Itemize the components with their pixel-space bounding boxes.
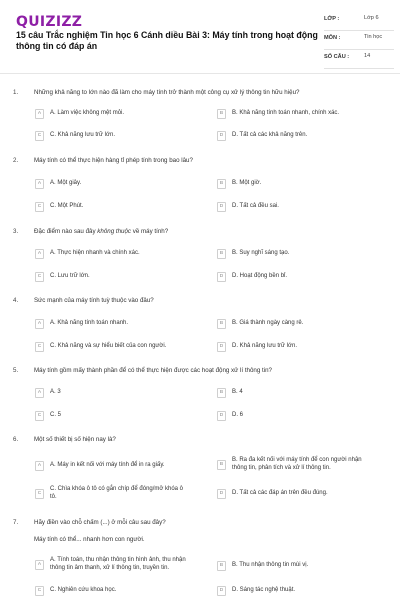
option-d[interactable] <box>217 272 287 282</box>
option-key-box: B <box>217 249 226 259</box>
option-a[interactable] <box>35 557 190 572</box>
question-text: Những khả năng to lớn nào đã làm cho máy tính trở thành một công cụ xử lý thông tin hữu hiệu? <box>34 89 300 96</box>
question-text-part: về máy tính? <box>131 228 169 235</box>
option-text: B. Suy nghĩ sáng tạo. <box>232 250 290 257</box>
option-d[interactable] <box>217 411 243 421</box>
option-text: B. Ra đa kết nối với máy tính để con người nhận thông tin, phân tích và xử lí thông tin. <box>232 457 362 471</box>
question-number: 7. <box>13 519 19 526</box>
meta-value: Lớp 6 <box>364 15 379 21</box>
question-text: Hãy điền vào chỗ chấm (...) ở mỗi câu sau đây? <box>34 519 166 526</box>
option-d[interactable] <box>217 586 295 596</box>
option-text: A. Tính toán, thu nhận thông tin hình ảnh, thu nhận thông tin âm thanh, xử lí thông tin, truyền tin. <box>50 557 186 571</box>
option-text: A. Làm việc không mệt mỏi. <box>50 110 125 117</box>
question-4 <box>0 297 400 350</box>
option-b[interactable] <box>217 249 289 259</box>
option-text: D. Khả năng lưu trữ lớn. <box>232 343 297 350</box>
option-key-box: D <box>217 131 226 141</box>
option-key-box: A <box>35 179 44 189</box>
option-text: D. 6 <box>232 412 244 419</box>
question-text: Máy tính gồm mấy thành phần để có thể thực hiện được các hoạt động xử lí thông tin? <box>34 367 273 374</box>
question-text-part: Đặc điểm nào sau đây <box>34 228 98 235</box>
option-d[interactable] <box>217 489 372 499</box>
question-text: Máy tính có thể thực hiện hàng tỉ phép tính trong bao lâu? <box>34 157 193 164</box>
option-text: C. Lưu trữ lớn. <box>50 273 90 280</box>
option-b[interactable] <box>217 457 372 472</box>
option-d[interactable] <box>217 202 279 212</box>
option-b[interactable] <box>217 561 308 571</box>
option-key-box: D <box>217 586 226 596</box>
option-a[interactable] <box>35 461 190 471</box>
page-title: 15 câu Trắc nghiệm Tin học 6 Cánh diều Bài 3: Máy tính trong hoạt động thông tin có đáp án <box>16 30 318 51</box>
option-text: C. Khả năng lưu trữ lớn. <box>50 132 115 139</box>
option-key-box: D <box>217 202 226 212</box>
option-key-box: D <box>217 272 226 282</box>
option-key-box: C <box>35 131 44 141</box>
question-number: 6. <box>13 436 19 443</box>
option-text: D. Sáng tác nghệ thuật. <box>232 587 296 594</box>
option-key-box: C <box>35 411 44 421</box>
meta-value: Tin học <box>364 34 383 40</box>
quizizz-logo: QUIZIZZ <box>16 14 83 30</box>
option-c[interactable] <box>35 342 166 352</box>
option-d[interactable] <box>217 342 297 352</box>
question-subtext: Máy tính có thể... nhanh hơn con người. <box>34 536 145 543</box>
meta-row-count <box>324 50 394 69</box>
question-text-italic: không thuộc <box>97 228 132 235</box>
option-text: C. Khả năng và sự hiểu biết của con người. <box>50 343 167 350</box>
option-b[interactable] <box>217 109 339 119</box>
option-text: D. Tất cả các khả năng trên. <box>232 132 308 139</box>
meta-label: SỐ CÂU : <box>324 54 350 60</box>
option-key-box: B <box>217 319 226 329</box>
question-number: 3. <box>13 228 19 235</box>
option-a[interactable] <box>35 249 140 259</box>
option-key-box: D <box>217 489 226 499</box>
option-c[interactable] <box>35 131 115 141</box>
option-text: D. Tất cả đều sai. <box>232 203 279 210</box>
question-1 <box>0 89 400 139</box>
meta-value: 14 <box>364 53 371 59</box>
option-b[interactable] <box>217 179 261 189</box>
option-key-box: A <box>35 461 44 471</box>
option-key-box: B <box>217 109 226 119</box>
question-2 <box>0 157 400 210</box>
option-text: C. 5 <box>50 412 62 419</box>
option-key-box: A <box>35 560 44 570</box>
option-c[interactable] <box>35 272 90 282</box>
option-a[interactable] <box>35 179 81 189</box>
worksheet-header <box>0 0 400 74</box>
option-text: A. 3 <box>50 389 61 396</box>
option-c[interactable] <box>35 486 190 501</box>
option-key-box: B <box>217 561 226 571</box>
option-key-box: A <box>35 109 44 119</box>
question-text <box>34 228 384 235</box>
option-key-box: C <box>35 202 44 212</box>
meta-label: LỚP : <box>324 16 340 22</box>
option-text: A. Thực hiện nhanh và chính xác. <box>50 250 140 257</box>
option-key-box: B <box>217 179 226 189</box>
option-text: A. Khả năng tính toán nhanh. <box>50 320 129 327</box>
option-c[interactable] <box>35 586 116 596</box>
question-5 <box>0 367 400 419</box>
question-3 <box>0 228 400 280</box>
question-number: 1. <box>13 89 19 96</box>
question-6 <box>0 436 400 500</box>
option-text: A. Một giây. <box>50 180 82 187</box>
option-text: C. Chìa khóa ô tô có gắn chíp để đóng/mở khóa ô tô. <box>50 486 184 500</box>
option-a[interactable] <box>35 388 61 398</box>
meta-row-subject <box>324 31 394 50</box>
option-c[interactable] <box>35 202 83 212</box>
question-7 <box>0 519 400 594</box>
option-d[interactable] <box>217 131 307 141</box>
option-b[interactable] <box>217 319 303 329</box>
question-number: 5. <box>13 367 19 374</box>
question-text: Một số thiết bị số hiện nay là? <box>34 436 116 443</box>
option-text: B. Giá thành ngày càng rẻ. <box>232 320 304 327</box>
meta-label: MÔN : <box>324 35 341 41</box>
option-text: B. Một giờ. <box>232 180 262 187</box>
option-a[interactable] <box>35 319 128 329</box>
option-key-box: C <box>35 272 44 282</box>
option-key-box: A <box>35 319 44 329</box>
option-text: B. Thu nhận thông tin mùi vị. <box>232 562 309 569</box>
option-key-box: C <box>35 586 44 596</box>
option-text: D. Tất cả các đáp án trên đều đúng. <box>232 490 328 497</box>
option-text: B. 4 <box>232 389 243 396</box>
option-key-box: D <box>217 342 226 352</box>
option-key-box: C <box>35 342 44 352</box>
option-key-box: A <box>35 388 44 398</box>
option-text: B. Khả năng tính toán nhanh, chính xác. <box>232 110 340 117</box>
option-text: C. Một Phút. <box>50 203 84 210</box>
meta-row-class <box>324 12 394 31</box>
option-key-box: D <box>217 411 226 421</box>
option-b[interactable] <box>217 388 243 398</box>
option-a[interactable] <box>35 109 124 119</box>
question-number: 2. <box>13 157 19 164</box>
option-c[interactable] <box>35 411 61 421</box>
option-key-box: B <box>217 388 226 398</box>
option-text: D. Hoạt động bền bỉ. <box>232 273 288 280</box>
meta-table <box>324 12 394 69</box>
option-key-box: C <box>35 489 44 499</box>
option-key-box: B <box>217 460 226 470</box>
option-text: C. Nghiên cứu khoa học. <box>50 587 117 594</box>
question-text: Sức mạnh của máy tính tuỳ thuộc vào đâu? <box>34 297 154 304</box>
option-text: A. Máy in kết nối với máy tính để in ra giấy. <box>50 462 165 469</box>
option-key-box: A <box>35 249 44 259</box>
question-number: 4. <box>13 297 19 304</box>
